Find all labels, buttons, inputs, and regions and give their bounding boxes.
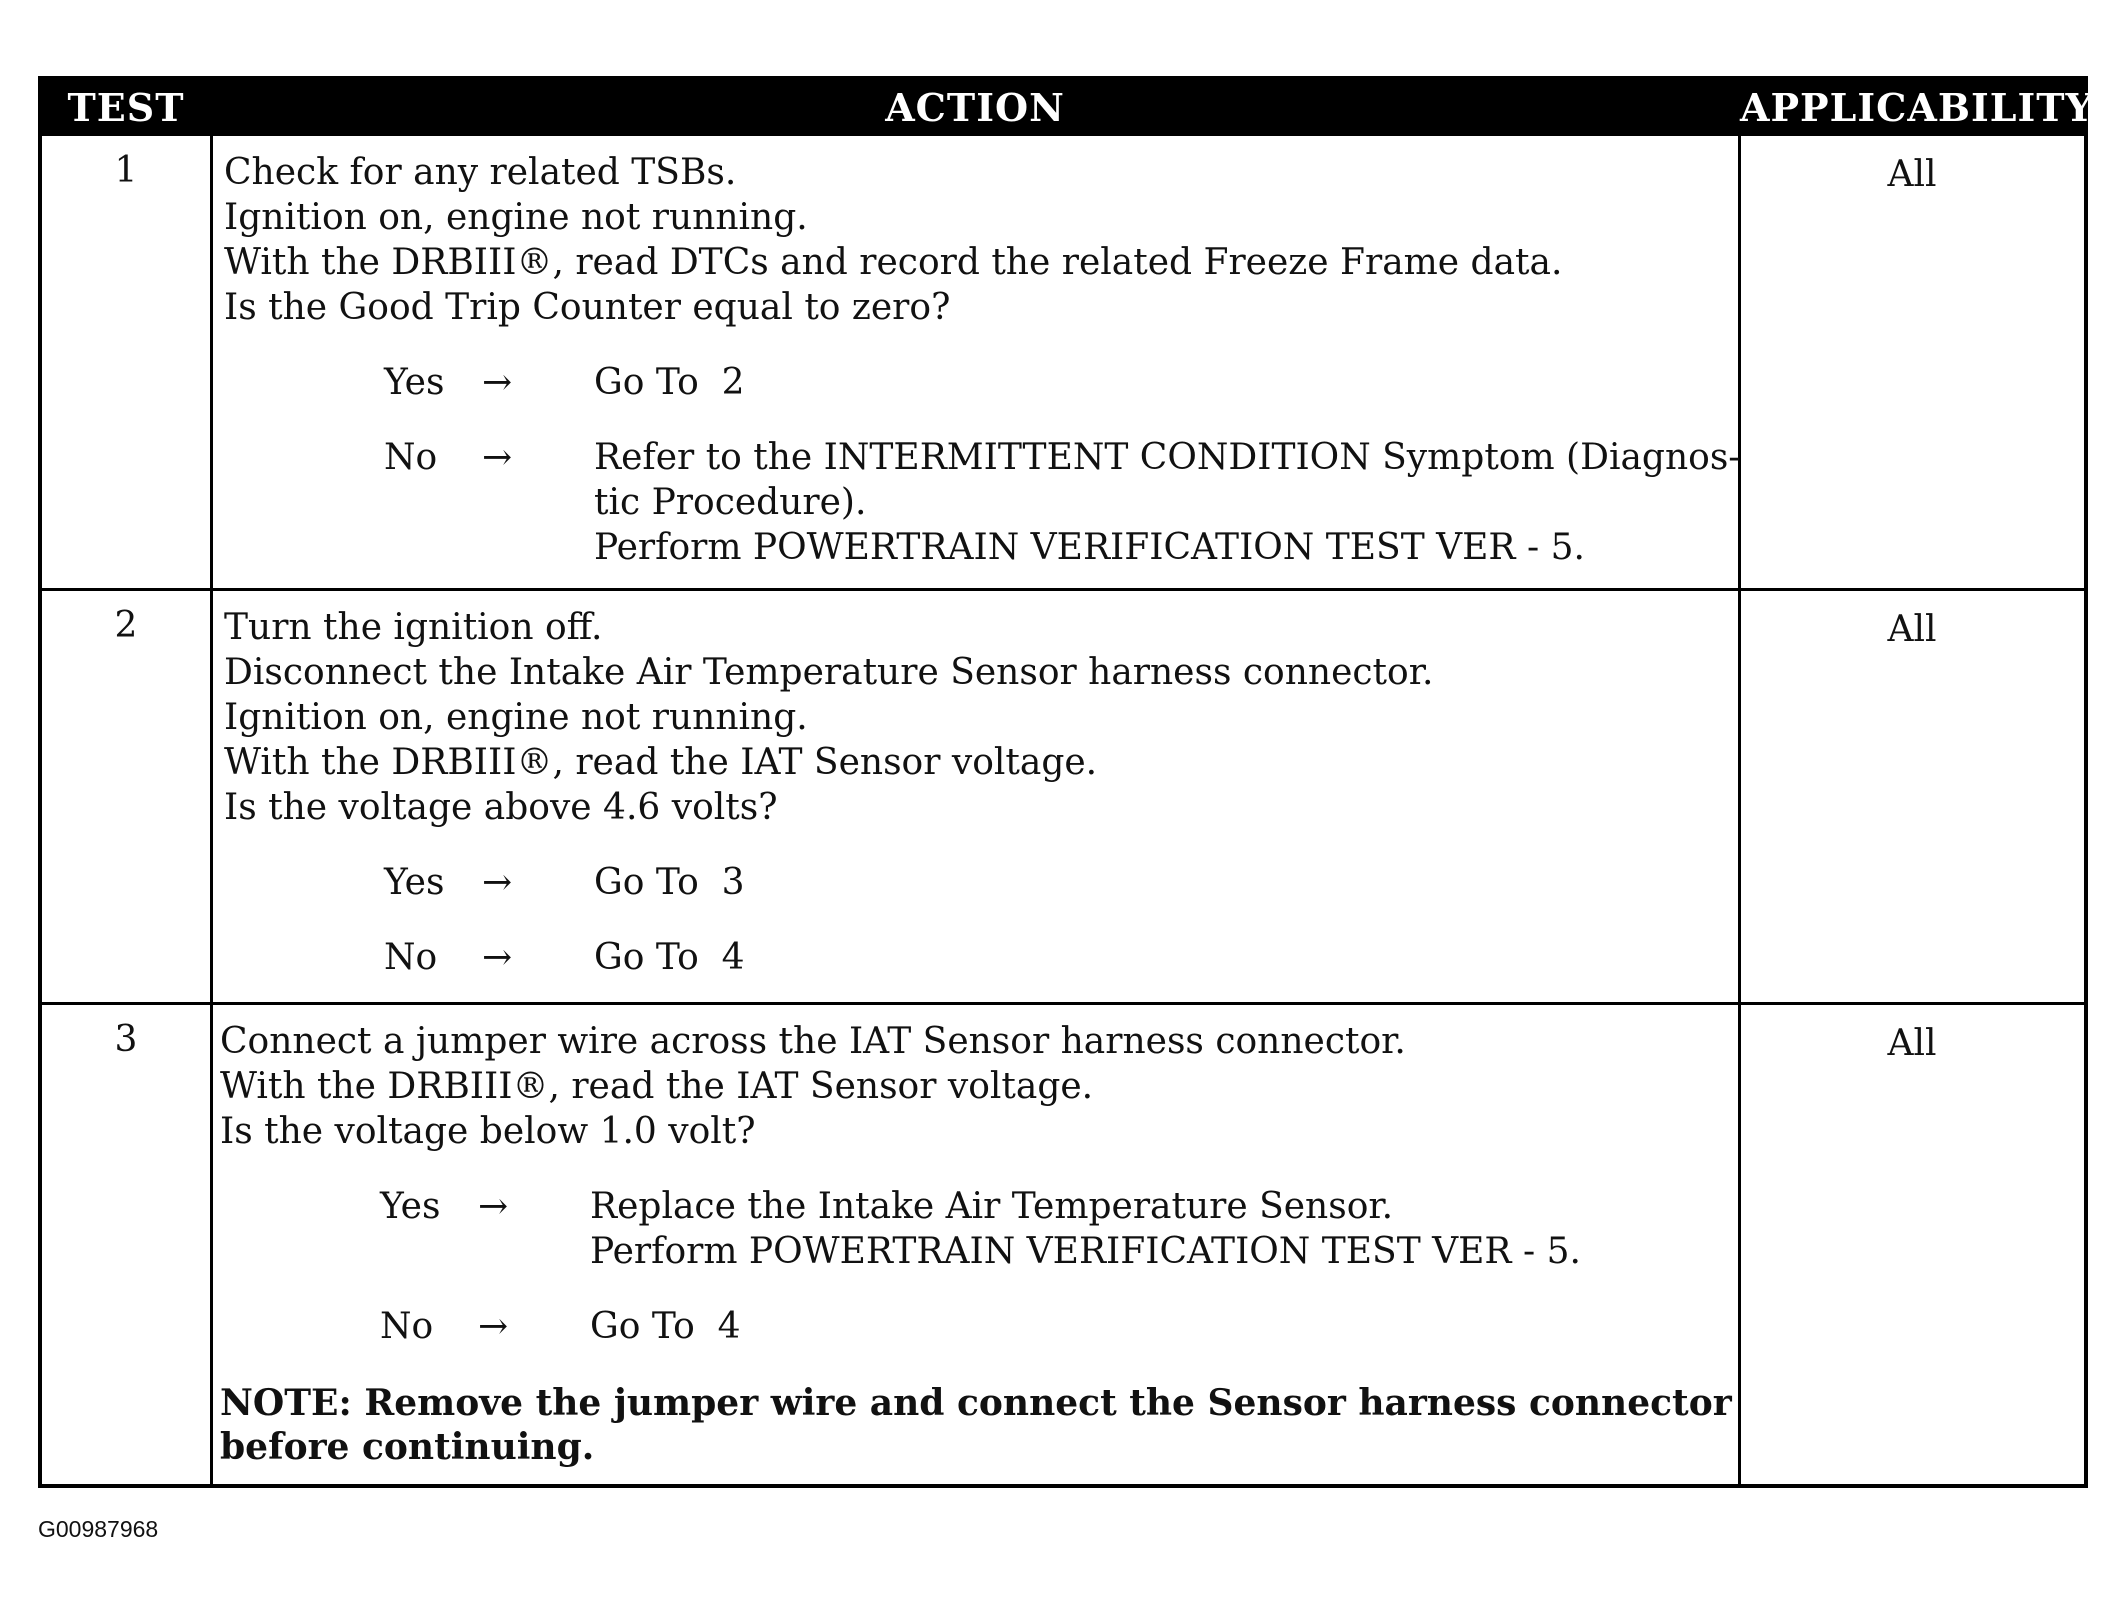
arrow-icon: → [478, 1306, 509, 1347]
result-line: Refer to the INTERMITTENT CONDITION Symptom (Diagnos- [594, 437, 1741, 478]
test-number: 1 [114, 150, 138, 191]
arrow-icon: → [482, 862, 513, 903]
test-number: 3 [114, 1019, 138, 1060]
yes-branch [224, 860, 1734, 905]
arrow-icon: → [482, 362, 513, 403]
action-line: With the DRBIII®, read the IAT Sensor voltage. [224, 742, 1098, 783]
note-line: NOTE: Remove the jumper wire and connect the Sensor harness connector [220, 1382, 1732, 1424]
table-header [42, 80, 2094, 136]
arrow-icon: → [478, 1186, 509, 1227]
action-cell [220, 1019, 1730, 1469]
table-row [42, 1005, 2084, 1485]
result-line: Perform POWERTRAIN VERIFICATION TEST VER - 5. [594, 527, 1585, 568]
no-branch [224, 435, 1741, 570]
result-line: tic Procedure). [594, 482, 867, 523]
yes-result [590, 1184, 1730, 1274]
action-line: Is the Good Trip Counter equal to zero? [224, 287, 951, 328]
no-label: No [384, 937, 438, 978]
note-text [220, 1381, 1730, 1469]
arrow-icon: → [482, 937, 513, 978]
yes-label: Yes [384, 362, 445, 403]
result-line: Replace the Intake Air Temperature Sensor. [590, 1186, 1394, 1227]
action-line: Connect a jumper wire across the IAT Sensor harness connector. [220, 1021, 1406, 1062]
applicability-value: All [1887, 609, 1937, 650]
no-result: Go To 4 [590, 1306, 741, 1347]
header-applicability: APPLICABILITY [1740, 85, 2094, 130]
figure-id: G00987968 [38, 1516, 159, 1542]
table-row [42, 591, 2084, 1002]
yes-label: Yes [380, 1186, 441, 1227]
action-line: Check for any related TSBs. [224, 152, 737, 193]
no-result: Go To 4 [594, 937, 745, 978]
no-branch [224, 935, 1734, 980]
arrow-icon: → [482, 437, 513, 478]
yes-branch [220, 1184, 1730, 1274]
action-cell [224, 150, 1741, 570]
note-line: before continuing. [220, 1426, 595, 1468]
diagnostic-table [38, 76, 2094, 1488]
yes-label: Yes [384, 862, 445, 903]
applicability-value: All [1887, 1023, 1937, 1064]
test-number: 2 [114, 605, 138, 646]
header-action: ACTION [885, 85, 1065, 130]
action-line: With the DRBIII®, read DTCs and record the related Freeze Frame data. [224, 242, 1563, 283]
action-line: Ignition on, engine not running. [224, 197, 808, 238]
table-row [42, 136, 2084, 588]
action-line: Is the voltage below 1.0 volt? [220, 1111, 756, 1152]
action-line: Turn the ignition off. [224, 607, 603, 648]
no-label: No [384, 437, 438, 478]
action-line: With the DRBIII®, read the IAT Sensor voltage. [220, 1066, 1094, 1107]
action-line: Ignition on, engine not running. [224, 697, 808, 738]
yes-result: Go To 3 [594, 862, 745, 903]
no-result [594, 435, 1741, 570]
header-test: TEST [67, 85, 185, 130]
no-label: No [380, 1306, 434, 1347]
action-cell [224, 605, 1734, 980]
result-line: Perform POWERTRAIN VERIFICATION TEST VER - 5. [590, 1231, 1581, 1272]
yes-result: Go To 2 [594, 362, 745, 403]
applicability-value: All [1887, 154, 1937, 195]
yes-branch [224, 360, 1734, 405]
no-branch [220, 1304, 1730, 1349]
action-line: Disconnect the Intake Air Temperature Sensor harness connector. [224, 652, 1434, 693]
action-line: Is the voltage above 4.6 volts? [224, 787, 778, 828]
